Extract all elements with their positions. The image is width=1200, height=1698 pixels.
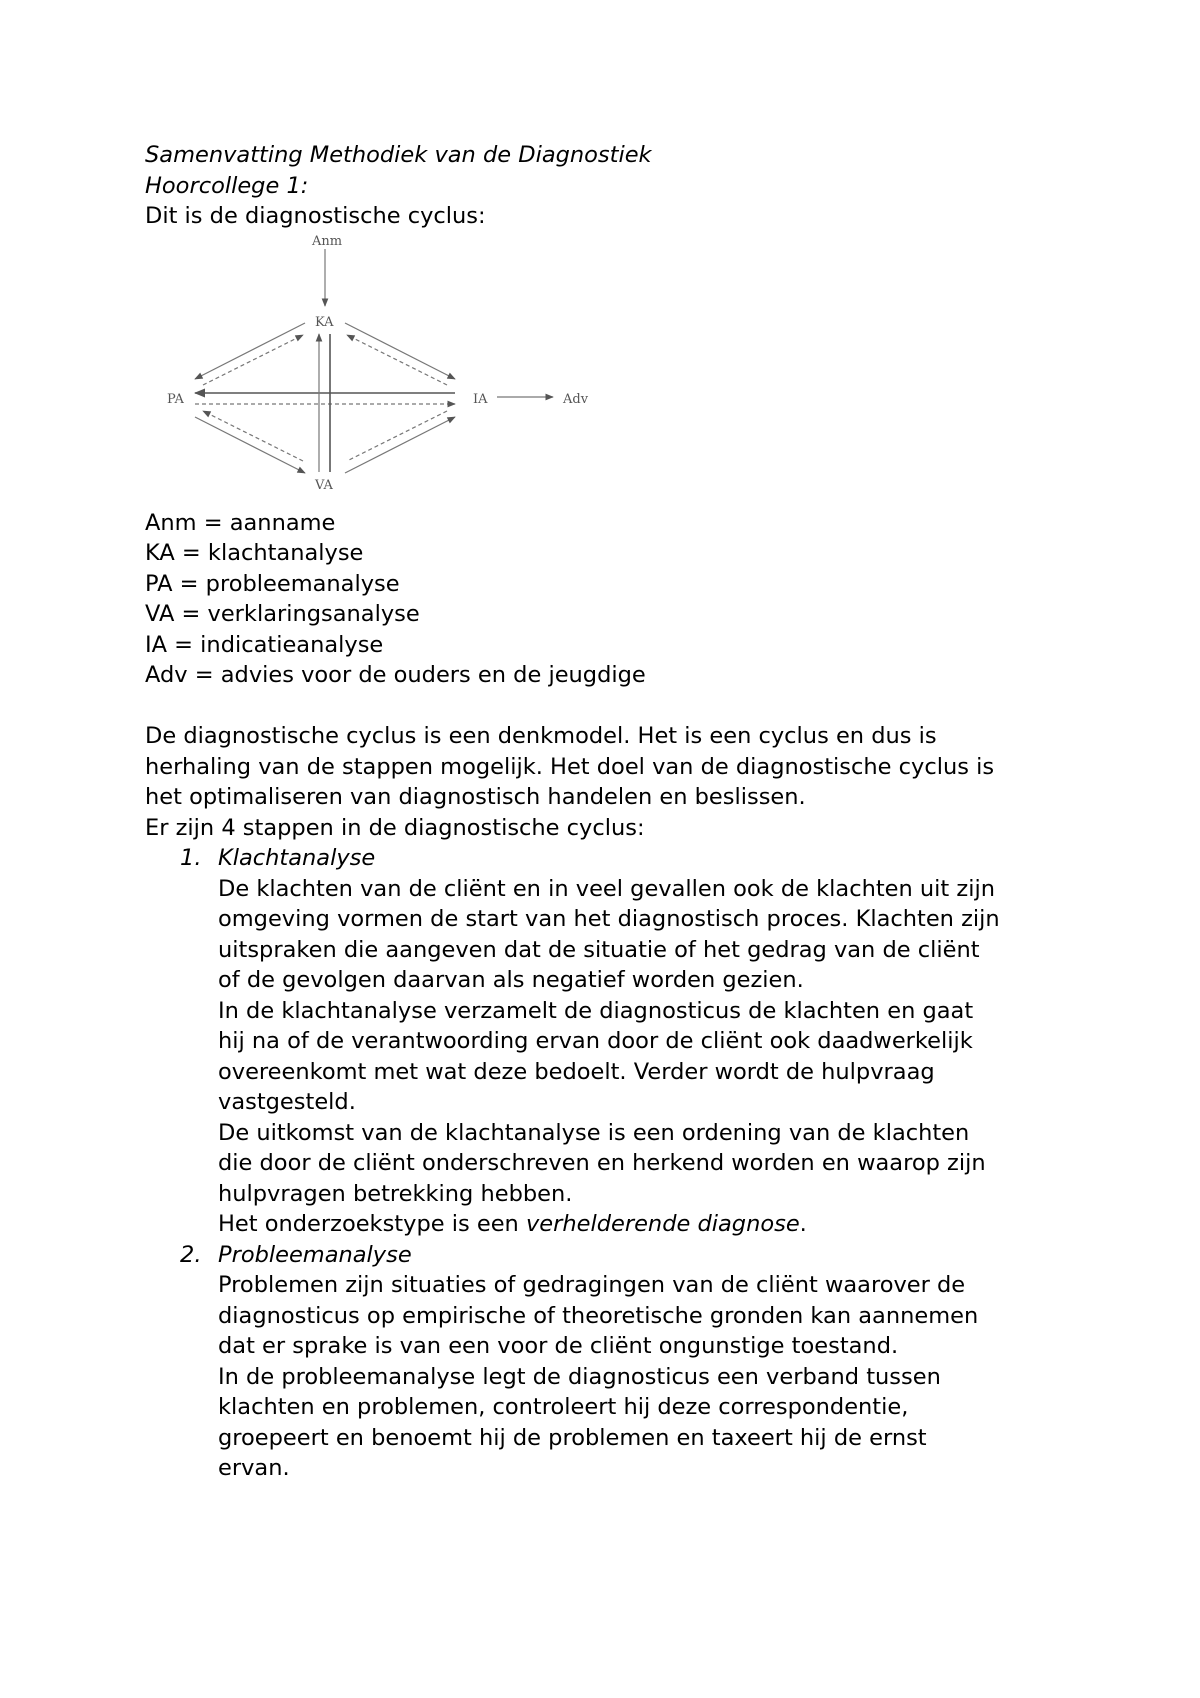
diagnostic-cycle-diagram: [155, 232, 605, 512]
step-line: of de gevolgen daarvan als negatief worden gezien.: [218, 967, 804, 993]
blank-line: [145, 691, 1085, 722]
step-line: De uitkomst van de klachtanalyse is een ordening van de klachten: [218, 1119, 970, 1146]
lecture-subtitle: Hoorcollege 1:: [145, 172, 309, 199]
node-va: VA: [315, 477, 333, 493]
paragraph-line: herhaling van de stappen mogelijk. Het doel van de diagnostische cyclus is: [145, 753, 995, 780]
arrow-ka-pa: [195, 323, 305, 379]
step-line: klachten en problemen, controleert hij deze correspondentie,: [218, 1394, 909, 1420]
step-line: uitspraken die aangeven dat de situatie of het gedrag van de cliënt: [218, 936, 980, 963]
paragraph-line: De diagnostische cyclus is een denkmodel. Het is een cyclus en dus is: [145, 723, 937, 749]
arrow-ia-ka: [347, 335, 447, 385]
legend-item: Adv = advies voor de ouders en de jeugdige: [145, 662, 646, 688]
step-line-research-type: [218, 1209, 1085, 1240]
step-line: Problemen zijn situaties of gedragingen van de cliënt waarover de: [218, 1272, 966, 1298]
legend-item: VA = verklaringsanalyse: [145, 601, 420, 627]
step-klachtanalyse: [145, 843, 1085, 1240]
step-line: diagnosticus op empirische of theoretische gronden kan aannemen: [218, 1302, 979, 1329]
legend-item: Anm = aanname: [145, 509, 336, 536]
step-line: omgeving vormen de start van het diagnostisch proces. Klachten zijn: [218, 906, 1000, 932]
node-pa: PA: [167, 391, 184, 407]
legend-item: IA = indicatieanalyse: [145, 631, 384, 658]
node-adv: Adv: [563, 391, 589, 407]
step-title: Probleemanalyse: [218, 1241, 412, 1268]
legend-item: KA = klachtanalyse: [145, 540, 364, 566]
step-line: vastgesteld.: [218, 1089, 356, 1115]
abbreviation-legend: [145, 508, 1085, 691]
research-type-prefix: Het onderzoekstype is een: [218, 1211, 526, 1237]
document-title: Samenvatting Methodiek van de Diagnostiek: [145, 142, 652, 168]
step-title: Klachtanalyse: [218, 845, 376, 871]
step-probleemanalyse: [145, 1240, 1085, 1484]
legend-item: PA = probleemanalyse: [145, 570, 400, 597]
research-type-emphasis: verhelderende diagnose: [525, 1211, 800, 1237]
arrow-pa-va: [195, 417, 305, 473]
step-number: 1.: [180, 845, 202, 871]
steps-list: [145, 843, 1085, 1484]
step-line: die door de cliënt onderschreven en herkend worden en waarop zijn: [218, 1150, 986, 1176]
document-body: [145, 140, 1085, 1484]
arrow-pa-ka: [203, 335, 303, 385]
step-line: In de probleemanalyse legt de diagnosticus een verband tussen: [218, 1363, 941, 1390]
step-line: overeenkomt met wat deze bedoelt. Verder wordt de hulpvraag: [218, 1058, 935, 1085]
node-ka: KA: [315, 314, 334, 330]
cycle-description: [145, 721, 1085, 843]
node-anm: Anm: [312, 233, 343, 249]
paragraph-line: het optimaliseren van diagnostisch handelen en beslissen.: [145, 784, 806, 810]
step-line: hij na of de verantwoording ervan door de cliënt ook daadwerkelijk: [218, 1028, 973, 1054]
step-line: hulpvragen betrekking hebben.: [218, 1180, 573, 1207]
step-line: De klachten van de cliënt en in veel gevallen ook de klachten uit zijn: [218, 875, 995, 902]
intro-text: Dit is de diagnostische cyclus:: [145, 203, 486, 229]
step-line: groepeert en benoemt hij de problemen en taxeert hij de ernst: [218, 1424, 927, 1451]
research-type-suffix: .: [799, 1211, 807, 1237]
paragraph-line: Er zijn 4 stappen in de diagnostische cyclus:: [145, 814, 645, 841]
step-line: In de klachtanalyse verzamelt de diagnosticus de klachten en gaat: [218, 997, 974, 1024]
step-line: dat er sprake is van een voor de cliënt ongunstige toestand.: [218, 1333, 899, 1359]
node-ia: IA: [473, 391, 488, 407]
arrow-va-pa: [203, 411, 303, 461]
step-line: ervan.: [218, 1455, 290, 1481]
arrow-ia-va: [347, 411, 447, 461]
arrow-ka-ia: [345, 323, 455, 379]
step-number: 2.: [180, 1241, 202, 1268]
arrow-va-ia: [345, 417, 455, 473]
